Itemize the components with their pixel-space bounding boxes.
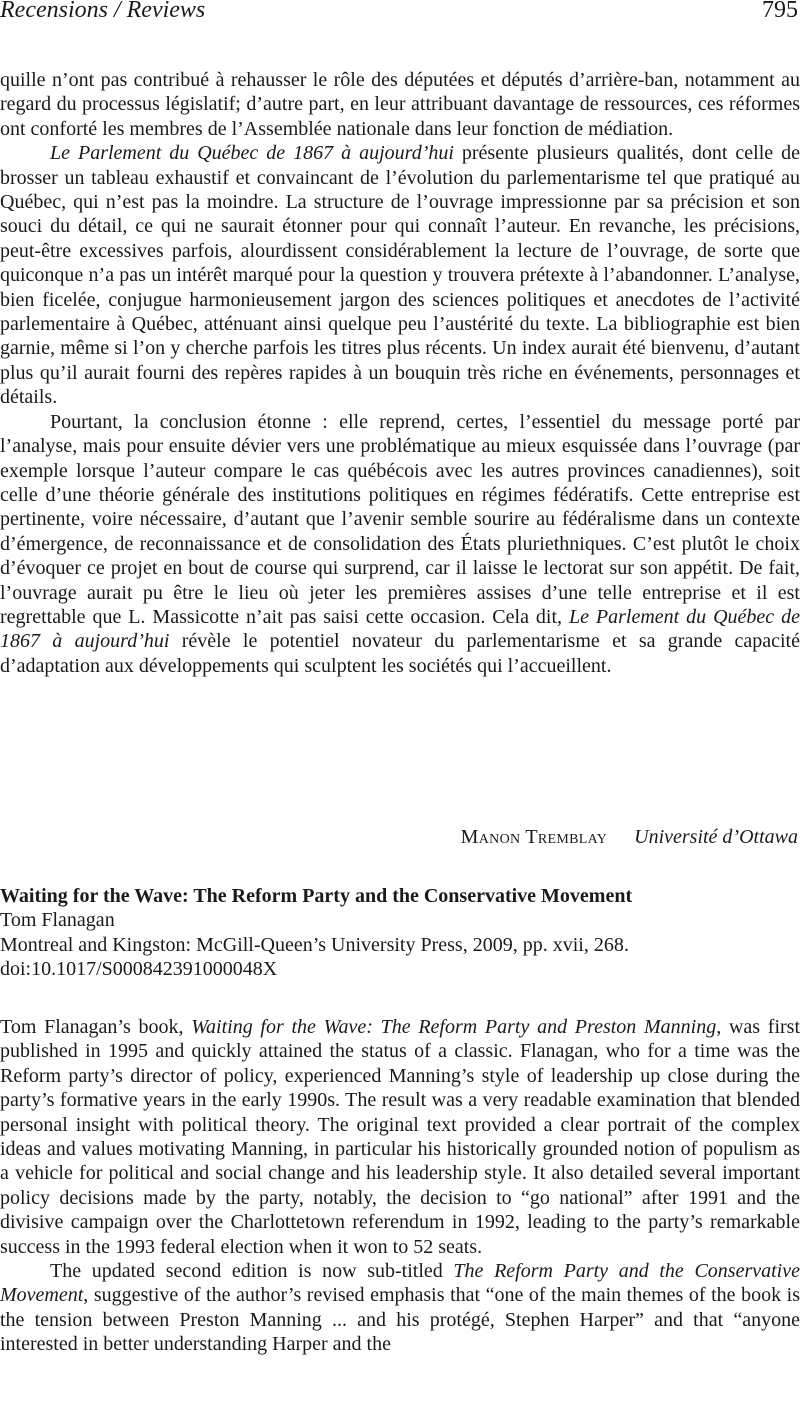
review-manon-tremblay-body — [0, 68, 800, 678]
paragraph — [0, 410, 800, 678]
reviewer-signature — [461, 825, 798, 849]
reviewed-book-title: Waiting for the Wave: The Reform Party and the Conservative Movement — [0, 885, 633, 907]
paragraph-text: , suggestive of the author’s revised emphasis that “one of the main themes of the book is the tension between Preston Manning ... and his protégé, Stephen Harper” and that “anyone interested in better understanding Harper and the — [0, 1284, 800, 1356]
book-title-italic: Le Parlement du Québec de 1867 à aujourd’hui — [50, 142, 454, 165]
book-title-italic: The Reform Party and the Conservative Movement — [0, 1260, 800, 1307]
running-head — [0, 0, 800, 26]
paragraph-text: The updated second edition is now sub-titled — [50, 1260, 454, 1283]
paragraph — [0, 1259, 800, 1357]
reviewer-affiliation: Université d’Ottawa — [634, 826, 798, 848]
paragraph-text: Pourtant, la conclusion étonne : elle reprend, certes, l’essentiel du message porté par l’analyse, mais pour ensuite dévier vers une problématique au mieux esquissée dans l’ouvrage (par exemple lorsque l’auteur compare le cas québécois avec les autres provinces canadiennes), soit celle d’une théorie générale des institutions politiques en régimes fédératifs. Cette entreprise est pertinente, voire nécessaire, d’autant que l’avenir semble sourire au fédéralisme dans un contexte d’émergence, de reconnaissance et de consolidation des États pluriethniques. C’est plutôt le choix d’évoquer ce projet en bout de course qui surprend, car il laisse le lectorat sur son appétit. De fait, l’ouvrage aurait pu être le lieu où jeter les premières assises d’une telle entreprise et il est regrettable que L. Massicotte n’ait pas saisi cette occasion. Cela dit, — [0, 410, 800, 628]
paragraph-text: quille n’ont pas contribué à rehausser le rôle des députées et députés d’arrière-ban, notamment au regard du processus législatif; d’autre part, en leur attribuant davantage de ressources, ces réformes ont conforté les membres de l’Assemblée nationale dans leur fonction de médiation. — [0, 69, 800, 140]
paragraph — [0, 1015, 800, 1259]
paragraph-text: présente plusieurs qualités, dont celle de brosser un tableau exhaustif et convaincant de l’évolution du parlementarisme tel que pratiqué au Québec, qui n’est pas la moindre. La structure de l’ouvrage impressionne par sa précision et son souci du détail, ce qui ne saurait étonner pour qui connaît l’auteur. En revanche, les précisions, peut-être excessives parfois, alourdissent considérablement la lecture de l’ouvrage, de sorte que quiconque n’a pas un intérêt marqué pour la question y trouvera prétexte à l’abandonner. L’analyse, bien ficelée, conjugue harmonieusement jargon des sciences politiques et anecdotes de l’activité parlementaire à Québec, atténuant ainsi quelque peu l’austérité du texte. La bibliographie est bien garnie, même si l’on y cherche parfois les titres plus récents. Un index aurait été bienvenu, d’autant plus qu’il aurait fourni des repères rapides à un bouquin très riche en événements, personnages et détails. — [0, 142, 800, 409]
doi: doi:10.1017/S000842391000048X — [0, 958, 278, 981]
paragraph-text: , was first published in 1995 and quickly attained the status of a classic. Flanagan, who for a time was the Reform party’s director of policy, experienced Manning’s style of leadership up close during the party’s formative years in the early 1990s. The result was a very readable examination that blended personal insight with political theory. The original text provided a clear portrait of the complex ideas and values motivating Manning, in particular his historically grounded notion of populism as a vehicle for political and social change and his leadership style. It also detailed several important policy decisions made by the party, notably, the decision to “go national” after 1991 and the divisive campaign over the Charlottetown referendum in 1992, leading to the party’s remarkable success in the 1993 federal election when it won to 52 seats. — [0, 1016, 800, 1258]
reviewed-book-author: Tom Flanagan — [0, 909, 115, 932]
review-flanagan-body — [0, 1015, 800, 1357]
paragraph-text: Tom Flanagan’s book, — [0, 1016, 192, 1038]
page-number: 795 — [762, 0, 798, 23]
paragraph-text: révèle le potentiel novateur du parlementarisme et sa grande capacité d’adaptation aux développements qui sculptent les sociétés qui l’accueillent. — [0, 630, 800, 677]
book-title-italic: Le Parlement du Québec de 1867 à aujourd’hui — [0, 605, 800, 653]
book-title-italic: Waiting for the Wave: The Reform Party and Preston Manning — [191, 1016, 717, 1038]
paragraph — [0, 141, 800, 409]
paragraph — [0, 68, 800, 141]
running-head-title: Recensions / Reviews — [0, 0, 206, 23]
publication-info: Montreal and Kingston: McGill-Queen’s University Press, 2009, pp. xvii, 268. — [0, 933, 629, 956]
review-header — [0, 884, 800, 982]
reviewer-name: Manon Tremblay — [460, 826, 608, 848]
